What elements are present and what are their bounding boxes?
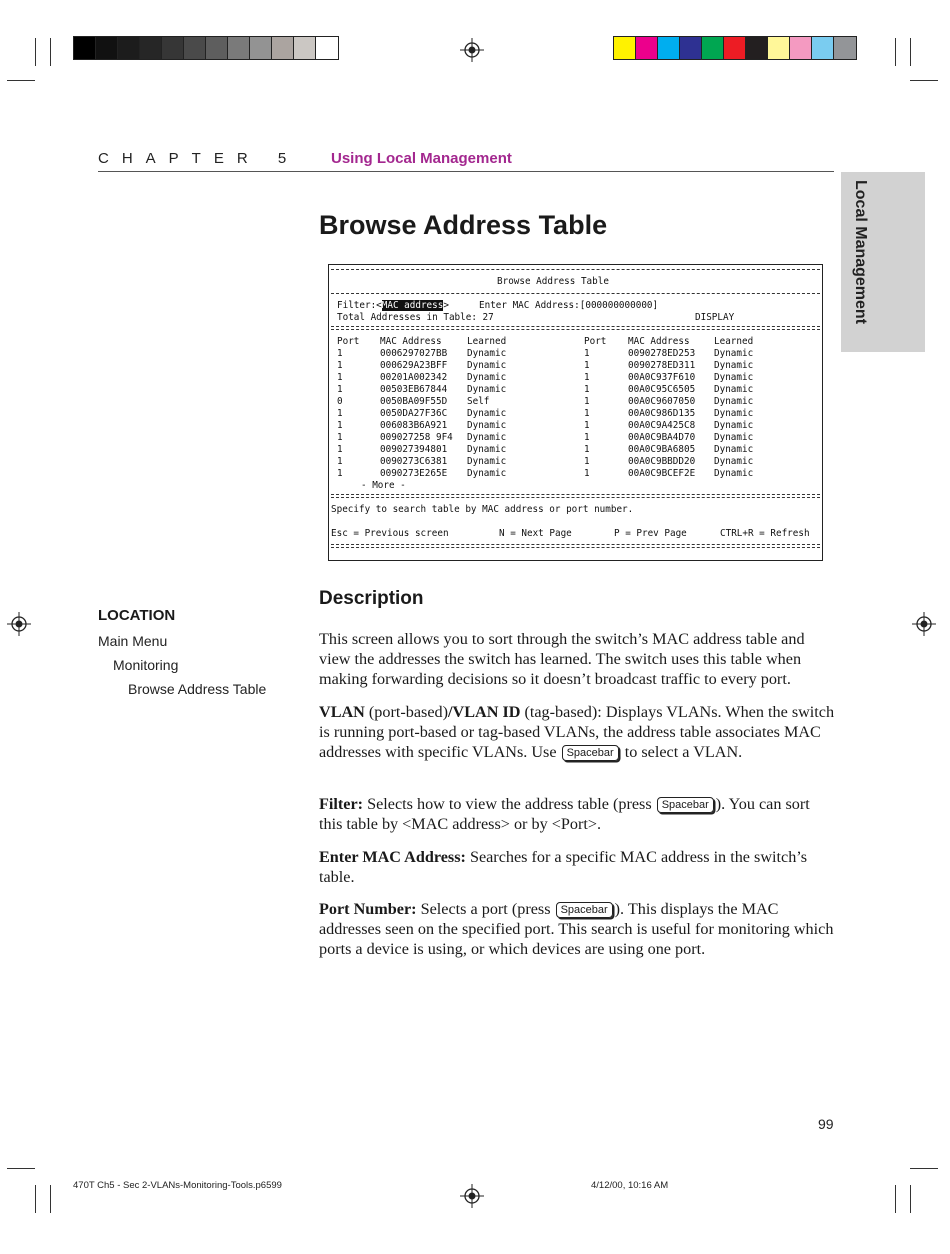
table-cell-port: 1 (584, 456, 590, 467)
description-intro: This screen allows you to sort through the switch’s MAC address table and view the addresses the switch has learned. The switch uses this table when making forwarding decisions so it doesn’t broadcast traffic to every port. (319, 630, 805, 689)
terminal-hint: Specify to search table by MAC address or port number. (331, 504, 634, 515)
color-swatch (184, 37, 206, 59)
table-cell-mac: 0050BA09F55D (380, 396, 448, 407)
table-cell-port: 1 (337, 408, 343, 419)
key-prev-page: P = Prev Page (614, 528, 687, 539)
chapter-label: CHAPTER 5 (98, 150, 300, 167)
terminal-title: Browse Address Table (497, 276, 609, 287)
color-swatch (680, 37, 702, 59)
table-cell-learned: Dynamic (714, 420, 754, 431)
port-number-paragraph: Port Number: Selects a port (press Spacebar ). This displays the MAC addresses seen on the specified port. This search is useful for monitoring which ports a device is using, or which devices are using one port. (319, 900, 834, 959)
table-cell-learned: Dynamic (467, 348, 507, 359)
color-swatch (614, 37, 636, 59)
table-cell-mac: 0090273C6381 (380, 456, 448, 467)
crop-mark (35, 1185, 36, 1213)
table-cell-port: 1 (337, 432, 343, 443)
table-cell-port: 1 (584, 372, 590, 383)
spacebar-key-icon: Spacebar (562, 745, 619, 761)
key-previous-screen: Esc = Previous screen (331, 528, 449, 539)
table-cell-port: 1 (337, 384, 343, 395)
table-cell-port: 1 (584, 360, 590, 371)
table-cell-port: 1 (337, 468, 343, 479)
more-indicator: - More - (361, 480, 406, 491)
table-cell-port: 1 (337, 348, 343, 359)
crop-mark (910, 1185, 911, 1213)
color-swatch (250, 37, 272, 59)
crop-mark (910, 38, 911, 66)
chapter-title: Using Local Management (331, 150, 512, 167)
enter-mac-field: Enter MAC Address:[000000000000] (479, 300, 659, 311)
color-swatch (118, 37, 140, 59)
color-swatch (316, 37, 338, 59)
table-cell-port: 1 (584, 432, 590, 443)
table-cell-port: 1 (584, 396, 590, 407)
table-cell-mac: 00A0C9BCEF2E (628, 468, 696, 479)
table-cell-learned: Dynamic (467, 384, 507, 395)
registration-mark-icon (7, 612, 31, 636)
table-cell-learned: Dynamic (467, 432, 507, 443)
registration-mark-icon (460, 1184, 484, 1208)
side-tab-label: Local Management (852, 180, 869, 325)
table-cell-mac: 00201A002342 (380, 372, 448, 383)
crop-mark (910, 1168, 938, 1169)
crop-mark (7, 1168, 35, 1169)
color-swatch (724, 37, 746, 59)
table-cell-mac: 0050DA27F36C (380, 408, 448, 419)
color-swatch (206, 37, 228, 59)
registration-mark-icon (460, 38, 484, 62)
color-swatch (636, 37, 658, 59)
location-heading: LOCATION (98, 607, 176, 624)
table-cell-mac: 00A0C9A425C8 (628, 420, 696, 431)
table-cell-learned: Dynamic (467, 372, 507, 383)
color-swatch (812, 37, 834, 59)
crop-mark (895, 38, 896, 66)
table-cell-port: 1 (337, 372, 343, 383)
process-color-bar (613, 36, 857, 60)
table-cell-learned: Dynamic (467, 444, 507, 455)
color-swatch (790, 37, 812, 59)
crop-mark (895, 1185, 896, 1213)
table-cell-mac: 00A0C986D135 (628, 408, 696, 419)
slug-filename: 470T Ch5 - Sec 2-VLANs-Monitoring-Tools.p6599 (73, 1180, 282, 1191)
color-swatch (162, 37, 184, 59)
table-cell-mac: 0006297027BB (380, 348, 448, 359)
table-cell-mac: 00A0C937F610 (628, 372, 696, 383)
table-cell-mac: 006083B6A921 (380, 420, 448, 431)
table-cell-learned: Dynamic (714, 372, 754, 383)
table-cell-mac: 00A0C95C6505 (628, 384, 696, 395)
table-cell-learned: Dynamic (714, 384, 754, 395)
table-cell-mac: 00A0C9607050 (628, 396, 696, 407)
page-title: Browse Address Table (319, 210, 608, 240)
table-cell-mac: 009027258 9F4 (380, 432, 453, 443)
color-swatch (834, 37, 856, 59)
table-cell-mac: 0090278ED253 (628, 348, 696, 359)
location-browse-address-table: Browse Address Table (128, 681, 267, 697)
filter-value: MAC address (381, 300, 444, 311)
table-cell-port: 1 (584, 468, 590, 479)
color-swatch (228, 37, 250, 59)
spacebar-key-icon: Spacebar (556, 902, 613, 918)
crop-mark (35, 38, 36, 66)
table-cell-mac: 000629A23BFF (380, 360, 448, 371)
table-cell-learned: Dynamic (467, 408, 507, 419)
table-cell-port: 1 (337, 456, 343, 467)
table-cell-port: 1 (584, 420, 590, 431)
table-cell-learned: Dynamic (467, 456, 507, 467)
vlan-paragraph: VLAN (port-based)/VLAN ID (tag-based): Displays VLANs. When the switch is running port-based or tag-based VLANs, the address table associates MAC addresses with specific VLANs. Use Spacebar to select a VLAN. (319, 703, 835, 762)
location-monitoring: Monitoring (113, 657, 179, 673)
table-cell-port: 1 (584, 348, 590, 359)
table-cell-mac: 009027394801 (380, 444, 448, 455)
key-refresh: CTRL+R = Refresh (720, 528, 810, 539)
table-cell-mac: 0090273E265E (380, 468, 448, 479)
table-cell-mac: 00503EB67844 (380, 384, 448, 395)
table-cell-port: 1 (337, 444, 343, 455)
table-cell-mac: 00A0C9BBDD20 (628, 456, 696, 467)
table-cell-port: 1 (584, 444, 590, 455)
table-cell-learned: Dynamic (714, 360, 754, 371)
table-cell-mac: 00A0C9BA6805 (628, 444, 696, 455)
column-headers: Port MAC Address Learned Port MAC Address Learned (337, 336, 754, 347)
table-cell-learned: Dynamic (714, 396, 754, 407)
table-cell-port: 1 (337, 360, 343, 371)
page-number: 99 (818, 1116, 834, 1132)
table-cell-learned: Dynamic (467, 468, 507, 479)
crop-mark (7, 80, 35, 81)
terminal-screenshot (328, 264, 823, 561)
table-cell-mac: 0090278ED311 (628, 360, 696, 371)
color-swatch (702, 37, 724, 59)
filter-paragraph: Filter: Selects how to view the address table (press Spacebar ). You can sort this table by <MAC address> or by <Port>. (319, 795, 810, 834)
table-cell-learned: Dynamic (714, 468, 754, 479)
table-cell-learned: Dynamic (714, 444, 754, 455)
slug-date: 4/12/00, 10:16 AM (591, 1180, 669, 1191)
description-heading: Description (319, 588, 424, 609)
enter-mac-paragraph: Enter MAC Address: Searches for a specific MAC address in the switch’s table. (319, 848, 808, 887)
table-cell-learned: Dynamic (467, 420, 507, 431)
spacebar-key-icon: Spacebar (657, 797, 714, 813)
header-rule (98, 171, 834, 172)
key-next-page: N = Next Page (499, 528, 572, 539)
color-swatch (294, 37, 316, 59)
crop-mark (50, 38, 51, 66)
table-cell-port: 0 (337, 396, 343, 407)
registration-mark-icon (912, 612, 936, 636)
color-swatch (96, 37, 118, 59)
table-cell-learned: Self (467, 396, 490, 407)
color-swatch (768, 37, 790, 59)
crop-mark (910, 80, 938, 81)
color-swatch (74, 37, 96, 59)
table-cell-learned: Dynamic (714, 456, 754, 467)
display-label: DISPLAY (695, 312, 735, 323)
filter-line: Filter:<MAC address> (337, 300, 449, 311)
color-swatch (658, 37, 680, 59)
table-cell-learned: Dynamic (467, 360, 507, 371)
table-cell-learned: Dynamic (714, 348, 754, 359)
grayscale-color-bar (73, 36, 339, 60)
color-swatch (746, 37, 768, 59)
table-cell-port: 1 (584, 408, 590, 419)
color-swatch (272, 37, 294, 59)
location-main-menu: Main Menu (98, 633, 168, 649)
table-cell-mac: 00A0C9BA4D70 (628, 432, 696, 443)
table-cell-port: 1 (337, 420, 343, 431)
color-swatch (140, 37, 162, 59)
table-cell-learned: Dynamic (714, 432, 754, 443)
total-addresses: Total Addresses in Table: 27 (337, 312, 494, 323)
table-cell-learned: Dynamic (714, 408, 754, 419)
crop-mark (50, 1185, 51, 1213)
table-cell-port: 1 (584, 384, 590, 395)
